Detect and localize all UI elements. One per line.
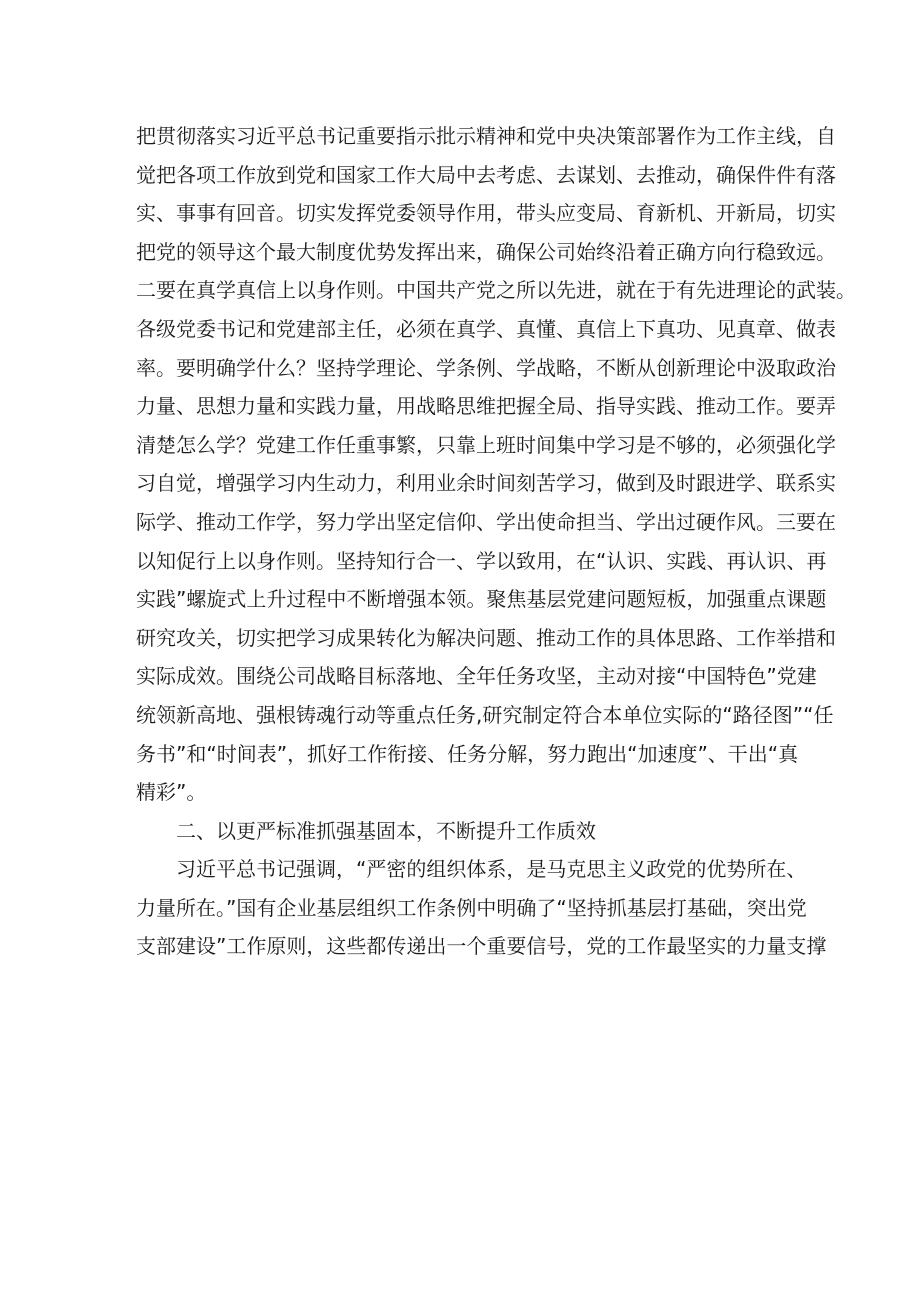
paragraph-line: 把党的领导这个最大制度优势发挥出来，确保公司始终沿着正确方向行稳致远。 — [136, 239, 836, 264]
paragraph-line: 务书”和“时间表”，抓好工作衔接、任务分解，努力跑出“加速度”、干出“真 — [136, 741, 799, 766]
paragraph-line: 统领新高地、强根铸魂行动等重点任务,研究制定符合本单位实际的“路径图”“任 — [136, 702, 834, 727]
paragraph-line: 把贯彻落实习近平总书记重要指示批示精神和党中央决策部署作为工作主线，自 — [136, 124, 836, 148]
document-body — [136, 117, 856, 966]
paragraph-line: 习近平总书记强调，“严密的组织体系，是马克思主义政党的优势所在、 — [176, 857, 807, 882]
paragraph-line: 二要在真学真信上以身作则。中国共产党之所以先进，就在于有先进理论的武装。 — [136, 278, 856, 303]
paragraph-line: 支部建设”工作原则，这些都传递出一个重要信号，党的工作最坚实的力量支撑 — [136, 934, 827, 959]
paragraph-line: 觉把各项工作放到党和国家工作大局中去考虑、去谋划、去推动，确保件件有落 — [136, 162, 836, 187]
paragraph-line: 各级党委书记和党建部主任，必须在真学、真懂、真信上下真功、见真章、做表 — [136, 316, 836, 341]
paragraph-line: 率。要明确学什么？坚持学理论、学条例、学战略，不断从创新理论中汲取政治 — [136, 355, 836, 380]
paragraph-line: 以知促行上以身作则。坚持知行合一、学以致用，在“认识、实践、再认识、再 — [136, 548, 827, 573]
paragraph-line: 习自觉，增强学习内生动力，利用业余时间刻苦学习，做到及时跟进学、联系实 — [136, 471, 836, 496]
paragraph-line: 清楚怎么学？党建工作任重事繁，只靠上班时间集中学习是不够的，必须强化学 — [136, 432, 836, 457]
section-heading: 二、以更严标准抓强基固本，不断提升工作质效 — [176, 818, 596, 843]
paragraph-line: 力量、思想力量和实践力量，用战略思维把握全局、指导实践、推动工作。要弄 — [136, 394, 836, 419]
paragraph-line: 实际成效。围绕公司战略目标落地、全年任务攻坚，主动对接“中国特色”党建 — [136, 664, 817, 689]
paragraph-line: 实、事事有回音。切实发挥党委领导作用，带头应变局、育新机、开新局，切实 — [136, 201, 836, 226]
paragraph-line: 实践”螺旋式上升过程中不断增强本领。聚焦基层党建问题短板，加强重点课题 — [136, 587, 827, 612]
paragraph-line: 际学、推动工作学，努力学出坚定信仰、学出使命担当、学出过硬作风。三要在 — [136, 509, 836, 534]
paragraph-line: 研究攻关，切实把学习成果转化为解决问题、推动工作的具体思路、工作举措和 — [136, 625, 836, 650]
paragraph-line: 精彩”。 — [136, 780, 207, 805]
paragraph-line: 力量所在。”国有企业基层组织工作条例中明确了“坚持抓基层打基础，突出党 — [136, 895, 807, 920]
